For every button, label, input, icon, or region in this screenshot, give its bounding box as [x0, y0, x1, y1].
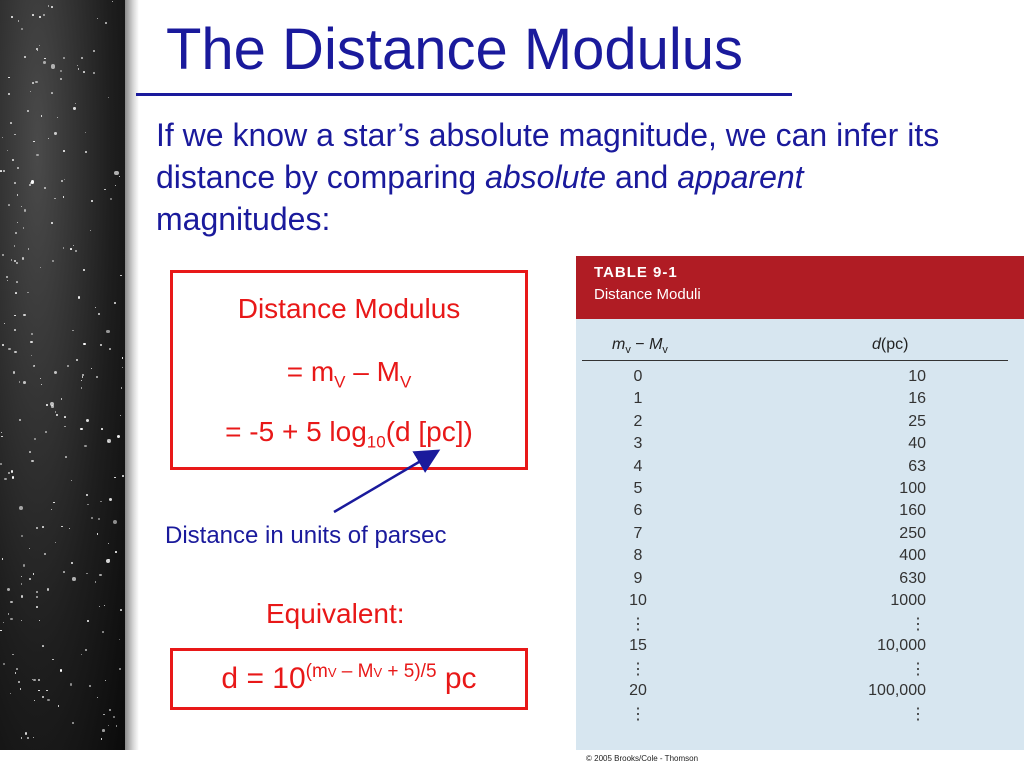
eq-exp-M: – M [336, 661, 374, 682]
table-cell-distance: ⋮ [910, 616, 926, 634]
table-row [576, 458, 1024, 480]
table-header-rule [582, 360, 1008, 361]
intro-text-3: magnitudes: [156, 201, 331, 237]
table-cell-distance: 25 [908, 412, 926, 430]
col-m-sub: v [625, 344, 631, 357]
table-row [576, 480, 1024, 502]
table-label: TABLE 9-1 [594, 264, 678, 281]
table-caption: Distance Moduli [594, 286, 701, 303]
intro-emphasis-apparent: apparent [677, 159, 804, 195]
intro-text-2: and [606, 159, 678, 195]
table-cell-magnitude-diff: 20 [629, 681, 647, 699]
table-cell-magnitude-diff: 8 [633, 547, 643, 565]
column-header-magnitude-diff [612, 336, 668, 356]
table-cell-magnitude-diff: 3 [633, 435, 643, 453]
table-cell-distance: 400 [899, 547, 926, 565]
formula-m: = m [286, 356, 335, 387]
col-unit: (pc) [880, 336, 909, 353]
table-row [576, 502, 1024, 524]
eq-exp-sub2: V [373, 665, 383, 680]
table-row [576, 592, 1024, 614]
eq-exp-sub1: V [327, 665, 337, 680]
equivalent-label: Equivalent: [266, 598, 405, 629]
eq-base: d = 10 [221, 662, 306, 695]
table-cell-magnitude-diff: 4 [633, 457, 643, 475]
table-cell-distance: 160 [899, 502, 926, 520]
col-M-sub: v [662, 344, 668, 357]
eq-exponent [306, 661, 437, 682]
table-cell-distance: 250 [899, 524, 926, 542]
parsec-note: Distance in units of parsec [165, 522, 447, 549]
table-cell-distance: 40 [908, 435, 926, 453]
table-cell-magnitude-diff: 10 [629, 592, 647, 609]
table-cell-distance: 100 [899, 480, 926, 497]
table-row [576, 390, 1024, 412]
table-cell-magnitude-diff: ⋮ [630, 616, 646, 634]
table-row [576, 659, 1024, 681]
formula-M: – M [345, 356, 400, 387]
intro-text-1: If we know a star’s absolute magnitude, we can infer its distance by comparing [156, 117, 940, 195]
table-row [576, 368, 1024, 390]
table-cell-magnitude-diff: 7 [633, 524, 643, 542]
table-cell-distance: ⋮ [910, 661, 926, 679]
table-cell-magnitude-diff: 2 [633, 412, 643, 430]
table-cell-distance: ⋮ [910, 706, 926, 723]
col-m: m [612, 336, 626, 353]
col-minus: − [630, 336, 650, 353]
table-row [576, 435, 1024, 457]
col-d: d [872, 336, 881, 353]
table-cell-distance: 1000 [890, 592, 926, 609]
table-row [576, 547, 1024, 569]
formula-sub-v2: V [399, 372, 412, 392]
table-cell-distance: 63 [908, 457, 926, 475]
table-row [576, 637, 1024, 659]
eq-exp-rest: + 5)/5 [382, 661, 437, 682]
formula-sub-v1: V [334, 372, 346, 392]
table-row [576, 704, 1024, 726]
table-cell-distance: 10,000 [877, 636, 926, 654]
table-row [576, 682, 1024, 704]
copyright-notice: © 2005 Brooks/Cole - Thomson [586, 754, 699, 763]
table-cell-magnitude-diff: 6 [633, 502, 643, 520]
table-cell-magnitude-diff: 15 [629, 636, 647, 654]
table-cell-magnitude-diff: ⋮ [630, 706, 646, 723]
intro-emphasis-absolute: absolute [485, 159, 607, 195]
table-cell-distance: 630 [899, 569, 926, 587]
table-cell-distance: 100,000 [868, 681, 926, 699]
equivalent-formula [173, 661, 525, 696]
table-cell-magnitude-diff: ⋮ [630, 661, 646, 679]
formula-log-base: 10 [366, 432, 386, 452]
col-M: M [649, 336, 663, 353]
table-cell-magnitude-diff: 5 [633, 480, 643, 497]
table-cell-magnitude-diff: 1 [633, 390, 643, 408]
table-row [576, 614, 1024, 636]
eq-unit: pc [436, 662, 477, 695]
eq-exp-m: (m [305, 661, 328, 682]
table-row [576, 413, 1024, 435]
table-row [576, 525, 1024, 547]
table-cell-magnitude-diff: 0 [633, 368, 643, 385]
formula-heading: Distance Modulus [237, 293, 461, 324]
equivalent-formula-box [170, 648, 528, 710]
formula-log: = -5 + 5 log [225, 416, 367, 447]
table-row [576, 570, 1024, 592]
formula-log-arg: (d [pc]) [385, 416, 473, 447]
table-cell-distance: 10 [908, 368, 926, 385]
column-header-distance [872, 336, 908, 354]
distance-moduli-table [576, 256, 1024, 750]
table-cell-magnitude-diff: 9 [633, 569, 643, 587]
slide-title: The Distance Modulus [166, 17, 744, 82]
table-header-bar [576, 256, 1024, 319]
table-cell-distance: 16 [908, 390, 926, 408]
